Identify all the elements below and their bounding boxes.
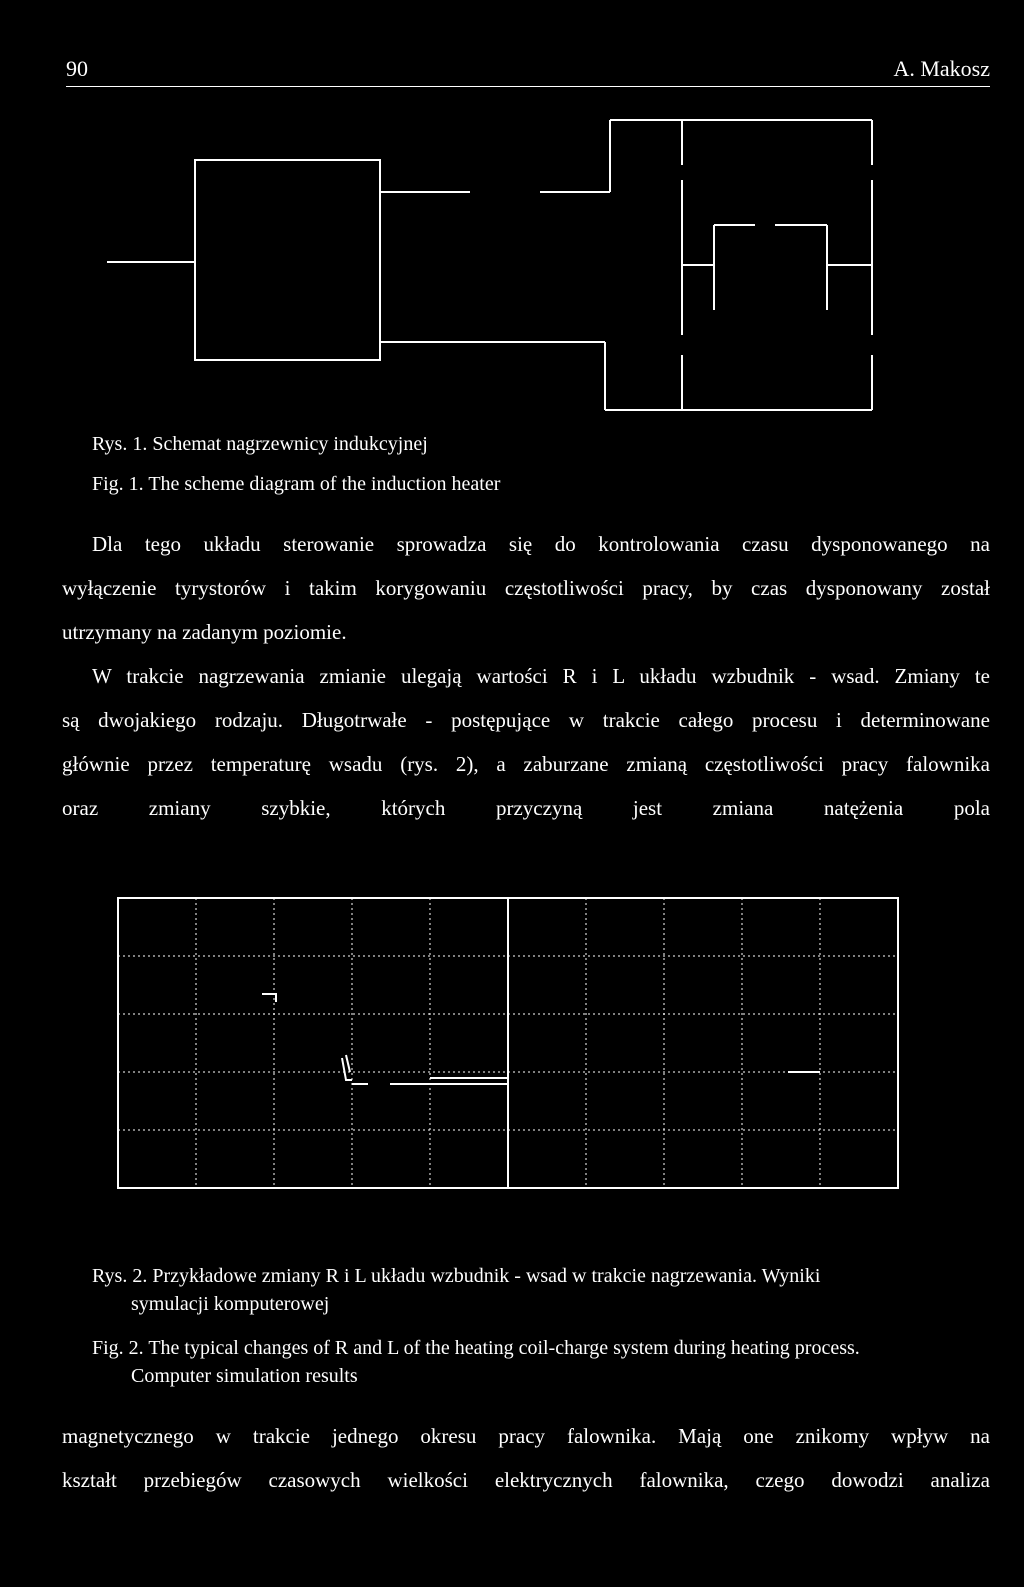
- running-head-author: A. Makosz: [893, 56, 990, 81]
- figure-2-caption-pl-line-1: Rys. 2. Przykładowe zmiany R i L układu wzbudnik - wsad w trakcie nagrzewania. Wyniki: [92, 1265, 821, 1287]
- figure-1-diagram: [0, 0, 1024, 420]
- text-line: Dla tego układu sterowanie sprowadza się do kontrolowania czasu dysponowanego na: [92, 532, 990, 556]
- text-line: wyłączenie tyrystorów i takim korygowaniu częstotliwości pracy, by czas dysponowany został: [62, 576, 990, 600]
- figure-2-caption-en-line-2: Computer simulation results: [131, 1365, 358, 1387]
- text-line: W trakcie nagrzewania zmianie ulegają wartości R i L układu wzbudnik - wsad. Zmiany te: [92, 664, 990, 688]
- text-line: magnetycznego w trakcie jednego okresu pracy falownika. Mają one znikomy wpływ na: [62, 1424, 990, 1448]
- text-line: kształt przebiegów czasowych wielkości elektrycznych falownika, czego dowodzi analiza: [62, 1468, 990, 1492]
- paragraph-1: [62, 522, 990, 654]
- text-line: są dwojakiego rodzaju. Długotrwałe - postępujące w trakcie całego procesu i determinowane: [62, 708, 990, 732]
- figure-1-caption-pl: Rys. 1. Schemat nagrzewnicy indukcyjnej: [92, 433, 428, 455]
- text-line: głównie przez temperaturę wsadu (rys. 2), a zaburzane zmianą częstotliwości pracy falownika: [62, 752, 990, 776]
- text-line: oraz zmiany szybkie, których przyczyną jest zmiana natężenia pola: [62, 796, 990, 820]
- figure-2-caption-pl-line-2: symulacji komputerowej: [131, 1293, 330, 1315]
- figure-1-caption-en: Fig. 1. The scheme diagram of the induction heater: [92, 473, 501, 495]
- inverter-block: [195, 160, 380, 360]
- page-number: 90: [66, 56, 88, 81]
- paragraph-2: [62, 654, 990, 830]
- figure-2-caption-en-line-1: Fig. 2. The typical changes of R and L of the heating coil-charge system during heating process.: [92, 1337, 860, 1359]
- text-line: utrzymany na zadanym poziomie.: [62, 620, 347, 644]
- figure-2-plot: [0, 880, 1024, 1200]
- trace-segment: [346, 1055, 350, 1072]
- paragraph-3: [62, 1414, 990, 1502]
